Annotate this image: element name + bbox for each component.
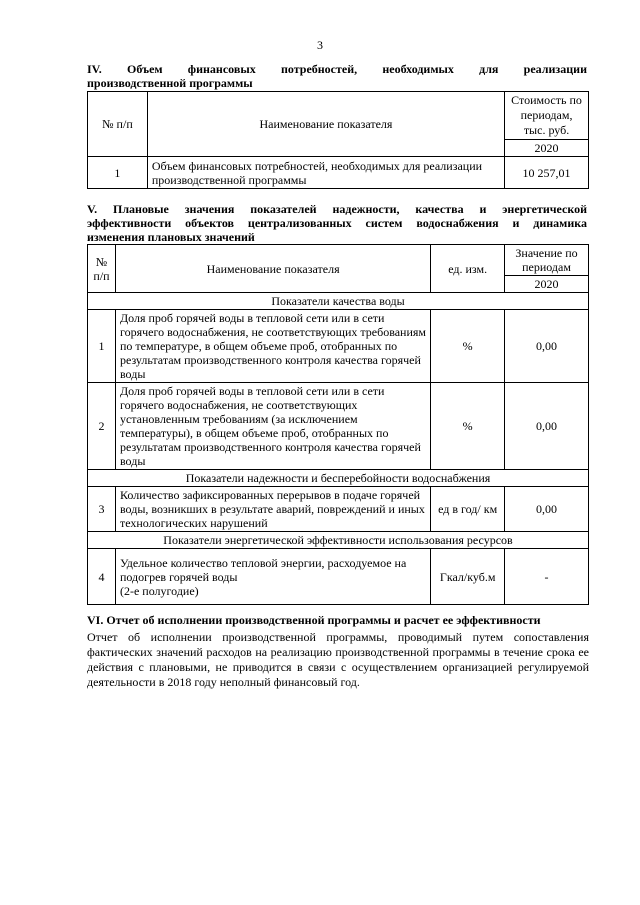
row-unit: % (431, 310, 505, 383)
row-num: 3 (88, 487, 116, 532)
col-header-cost: Стоимость по периодам, тыс. руб. (505, 92, 589, 140)
col-header-year: 2020 (505, 276, 589, 293)
section6-body: Отчет об исполнении производственной программы, проводимый путем сопоставления фактических значений расходов на реализацию производственной программы в течение срока ее действия с плановыми, не приводится в связи с осуществлением организацией регулируемой деятельности в 2018 году неполный финансовый год. (87, 630, 589, 689)
row-name: Объем финансовых потребностей, необходимых для реализации производственной программы (147, 157, 504, 189)
section5-title (87, 202, 587, 244)
section4-title-line1: IV. Объем финансовых потребностей, необходимых для реализации (87, 62, 587, 76)
row-num: 1 (88, 310, 116, 383)
section4-title-line2: производственной программы (87, 76, 253, 90)
row-unit: ед в год/ км (431, 487, 505, 532)
row-value: 0,00 (505, 383, 589, 470)
page-number: 3 (317, 38, 323, 52)
table-row (88, 487, 589, 532)
group-reliability: Показатели надежности и бесперебойности водоснабжения (88, 470, 589, 487)
col-header-value: Значение по периодам (505, 245, 589, 276)
col-header-num: № п/п (88, 92, 148, 157)
row-name: Доля проб горячей воды в тепловой сети или в сети горячего водоснабжения, не соответствующих требованиям по температуре, в общем объеме проб, отобранных по результатам производственного контроля качества горячей воды (115, 310, 430, 383)
financial-needs-table (87, 91, 589, 189)
section5-title-line3: изменения плановых значений (87, 230, 255, 244)
row-unit: % (431, 383, 505, 470)
table-row (88, 549, 589, 605)
section6-title: VI. Отчет об исполнении производственной программы и расчет ее эффективности (87, 613, 541, 627)
row-name: Количество зафиксированных перерывов в подаче горячей воды, возникших в результате аварий, повреждений и иных технологических нарушений (115, 487, 430, 532)
row-unit: Гкал/куб.м (431, 549, 505, 605)
row-value: 0,00 (505, 310, 589, 383)
section4-title (87, 62, 587, 90)
table-row (88, 383, 589, 470)
row-value: - (505, 549, 589, 605)
col-header-unit: ед. изм. (431, 245, 505, 293)
section5-title-line2: эффективности объектов централизованных систем водоснабжения и динамика (87, 216, 587, 230)
row-value: 10 257,01 (505, 157, 589, 189)
row-name-note: (2-е полугодие) (119, 583, 199, 598)
row-name (115, 549, 430, 605)
group-energy-efficiency: Показатели энергетической эффективности использования ресурсов (88, 532, 589, 549)
row-name-text: Удельное количество тепловой энергии, расходуемое на подогрев горячей воды (119, 555, 407, 584)
table-row (88, 157, 589, 189)
section5-title-line1: V. Плановые значения показателей надежности, качества и энергетической (87, 202, 587, 216)
col-header-num: № п/п (88, 245, 116, 293)
row-num: 2 (88, 383, 116, 470)
col-header-name: Наименование показателя (115, 245, 430, 293)
indicators-table (87, 244, 589, 605)
col-header-year: 2020 (505, 140, 589, 157)
group-water-quality: Показатели качества воды (88, 293, 589, 310)
table-row (88, 310, 589, 383)
row-num: 1 (88, 157, 148, 189)
col-header-name: Наименование показателя (147, 92, 504, 157)
row-num: 4 (88, 549, 116, 605)
row-value: 0,00 (505, 487, 589, 532)
row-name: Доля проб горячей воды в тепловой сети или в сети горячего водоснабжения, не соответствующих установленным требованиям (за исключением температуры), в общем объеме проб, отобранных по результатам производственного контроля качества горячей воды (115, 383, 430, 470)
